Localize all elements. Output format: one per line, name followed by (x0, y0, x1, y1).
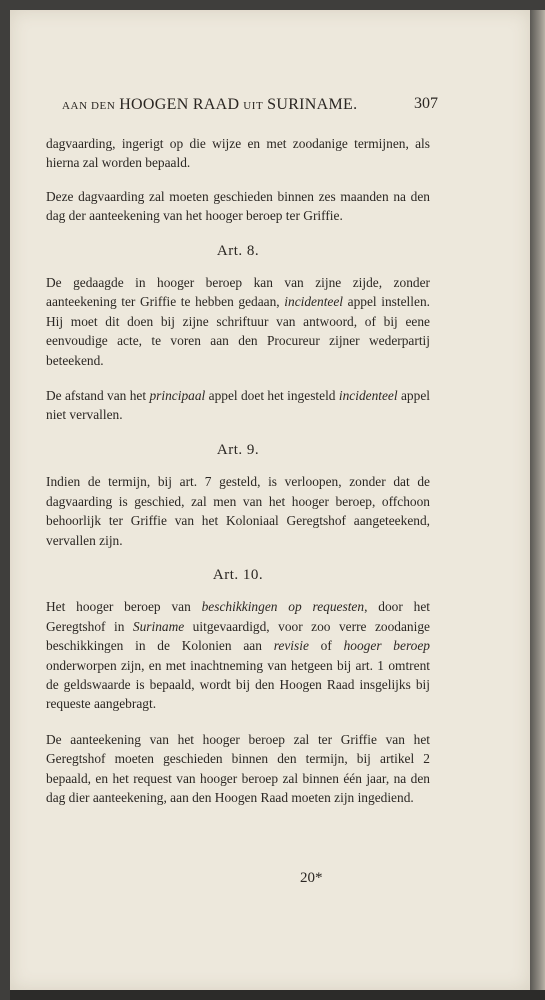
italic-term: incidenteel (284, 294, 344, 310)
running-head-middle: UIT (243, 100, 264, 112)
italic-term: incidenteel (338, 388, 398, 404)
signature-mark: 20* (300, 870, 323, 886)
paragraph-article-10-b: De aanteekening van het hooger beroep zal ter Griffie van het Geregtshof moeten geschieden binnen den termijn, bij artikel 2 bepaald, en het request van hooger beroep zal binnen één jaar, na den dag dier aanteekening, aan den Hoogen Raad moeten zijn ingediend. (46, 731, 430, 805)
italic-term: revisie (273, 638, 309, 654)
page-number: 307 (414, 95, 438, 112)
article-heading-9: Art. 9. (216, 441, 260, 458)
page-edge-shadow (530, 10, 545, 990)
running-head-prefix: AAN DEN (62, 100, 116, 112)
paragraph-article-8-a: De gedaagde in hooger beroep kan van zijne zijde, zonder aanteekening ter Griffie te hebben gedaan, incidenteel appel instellen. Hij moet dit doen bij zijne schriftuur van antwoord, of bij eene eenvoudige acte, te voren aan den Procureur zijner wederpartij beteekend. (46, 275, 430, 368)
running-head-place: SURINAME. (267, 96, 358, 113)
article-heading-10: Art. 10. (212, 566, 264, 583)
paragraph-article-10-a: Het hooger beroep van beschikkingen op requesten, door het Geregtshof in Suriname uitgevaardigd, voor zoo verre zoodanige beschikkingen in de Kolonien aan revisie of hooger beroep onderworpen zijn, en met inachtneming van hetgeen bij art. 1 omtrent de geldswaarde is bepaald, wordt bij den Hoogen Raad insgelijks bij requeste aangebragt. (46, 599, 430, 712)
running-head-title: HOOGEN RAAD (119, 96, 240, 113)
paragraph-summons: Deze dagvaarding zal moeten geschieden binnen zes maanden na den dag der aanteekening van het hooger beroep ter Griffie. (46, 188, 430, 224)
paragraph-article-8-b: De afstand van het principaal appel doet het ingesteld incidenteel appel niet vervallen. (46, 388, 430, 423)
italic-term: Suriname (132, 618, 185, 634)
paragraph-continuation: dagvaarding, ingerigt op die wijze en met zoodanige termijnen, als hierna zal worden bepaald. (46, 136, 430, 171)
paragraph-article-9: Indien de termijn, bij art. 7 gesteld, is verloopen, zonder dat de dagvaarding is geschied, zal men van het hooger beroep, offchoon behoorlijk ter Griffie van het Koloniaal Geregtshof aangeteekend, vervallen zijn. (46, 474, 430, 548)
italic-term: beschikkingen op requesten (201, 599, 365, 615)
italic-term: hooger beroep (343, 638, 430, 654)
running-head (62, 96, 432, 114)
italic-term: principaal (149, 388, 206, 404)
article-heading-8: Art. 8. (216, 242, 260, 259)
scan-background-bottom (10, 990, 545, 1000)
body-text (46, 134, 430, 823)
